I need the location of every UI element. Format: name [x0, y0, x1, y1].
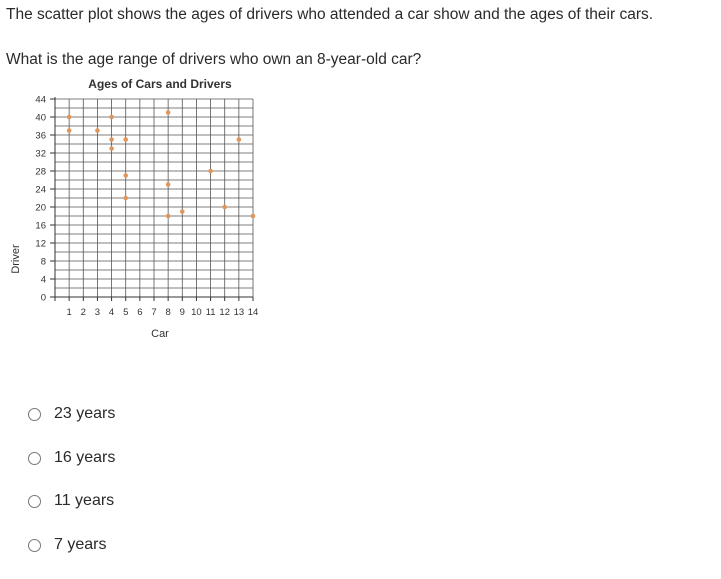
- data-point: [123, 173, 128, 178]
- y-tick-label: 36: [35, 131, 46, 142]
- x-tick-label: 10: [191, 307, 202, 318]
- question-prompt: The scatter plot shows the ages of drivers who attended a car show and the ages of their cars.: [6, 6, 653, 24]
- x-axis-label: Car: [151, 328, 169, 340]
- x-tick-label: 3: [95, 307, 100, 318]
- data-point: [123, 196, 128, 201]
- data-point: [67, 115, 72, 120]
- answer-choice-3[interactable]: [28, 492, 115, 536]
- radio-button[interactable]: [28, 452, 41, 465]
- radio-button[interactable]: [28, 408, 41, 421]
- choice-label: 16 years: [54, 449, 115, 467]
- question-text: What is the age range of drivers who own an 8-year-old car?: [6, 51, 421, 69]
- data-point: [67, 128, 72, 133]
- y-tick-label: 28: [35, 167, 46, 178]
- choice-label: 11 years: [54, 492, 114, 510]
- y-tick-label: 24: [35, 185, 46, 196]
- data-point: [222, 205, 227, 210]
- data-point: [166, 182, 171, 187]
- y-tick-label: 44: [35, 95, 46, 106]
- x-tick-label: 6: [137, 307, 142, 318]
- y-tick-labels: [35, 95, 46, 304]
- answer-choice-2[interactable]: [28, 449, 115, 493]
- data-point: [109, 115, 114, 120]
- data-point: [208, 169, 213, 174]
- answer-choices: [28, 405, 115, 579]
- y-tick-label: 20: [35, 203, 46, 214]
- y-axis-label: Driver: [10, 244, 22, 274]
- x-tick-label: 14: [248, 307, 259, 318]
- x-tick-label: 2: [81, 307, 86, 318]
- y-tick-label: 16: [35, 221, 46, 232]
- x-tick-label: 13: [234, 307, 245, 318]
- y-tick-label: 4: [41, 275, 46, 286]
- answer-choice-1[interactable]: [28, 405, 115, 449]
- x-tick-labels: [66, 307, 258, 318]
- y-tick-label: 8: [41, 257, 46, 268]
- y-tick-label: 40: [35, 113, 46, 124]
- y-tick-label: 0: [41, 293, 46, 304]
- choice-label: 23 years: [54, 405, 115, 423]
- x-tick-label: 12: [219, 307, 230, 318]
- data-point: [109, 146, 114, 151]
- radio-button[interactable]: [28, 495, 41, 508]
- grid-lines: [55, 99, 253, 297]
- chart-title: Ages of Cars and Drivers: [88, 77, 232, 91]
- data-point: [109, 137, 114, 142]
- data-point: [251, 214, 256, 219]
- radio-button[interactable]: [28, 539, 41, 552]
- answer-choice-4[interactable]: [28, 536, 115, 579]
- x-tick-label: 4: [109, 307, 114, 318]
- data-points: [67, 110, 255, 218]
- data-point: [166, 214, 171, 219]
- choice-label: 7 years: [54, 536, 106, 554]
- y-tick-label: 12: [35, 239, 46, 250]
- data-point: [237, 137, 242, 142]
- x-tick-label: 1: [66, 307, 71, 318]
- x-tick-label: 5: [123, 307, 128, 318]
- data-point: [123, 137, 128, 142]
- y-tick-label: 32: [35, 149, 46, 160]
- x-tick-label: 8: [165, 307, 170, 318]
- data-point: [180, 209, 185, 214]
- x-tick-label: 9: [180, 307, 185, 318]
- x-tick-label: 7: [151, 307, 156, 318]
- data-point: [95, 128, 100, 133]
- scatter-chart: [0, 70, 300, 350]
- data-point: [166, 110, 171, 115]
- x-tick-label: 11: [206, 307, 216, 318]
